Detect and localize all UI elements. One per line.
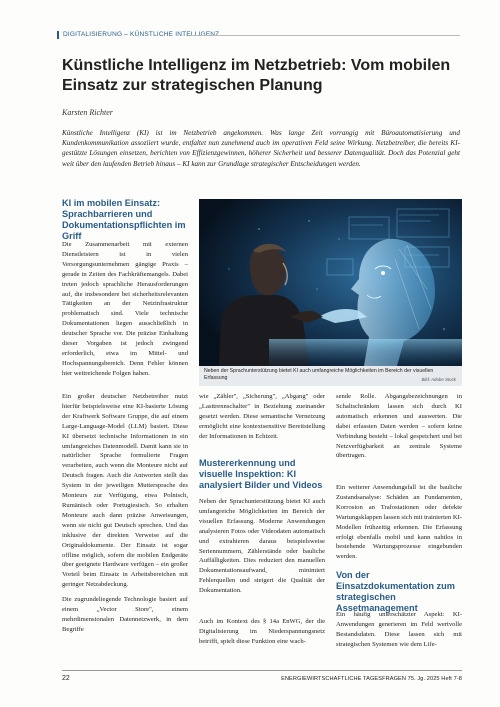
section-tag: DIGITALISIERUNG – KÜNSTLICHE INTELLIGENZ	[57, 31, 219, 39]
section-heading-mobile: KI im mobilen Einsatz: Sprachbarrieren und Dokumentationspflichten im Griff	[62, 198, 186, 241]
footer-divider	[62, 670, 462, 671]
section-heading-pattern-recognition: Mustererkennung und visuelle Inspektion: KI analysiert Bilder und Videos	[199, 458, 323, 490]
body-paragraph: Auch im Kontext des § 14a EnWG, der die Digitalisierung im Niederspannungsnetz betrifft, spielt diese Funktion eine wach-	[199, 618, 325, 645]
article-title: Künstliche Intelligenz im Netzbetrieb: Vom mobilen Einsatz zur strategischen Planung	[62, 57, 451, 94]
body-paragraph: Die zugrundeliegende Technologie basiert auf einem „Vector Store", einem mehrdimensionalen Datennetzwerk, in dem Begriffe	[62, 596, 188, 633]
body-paragraph: Neben der Sprachunterstützung bietet KI auch umfangreiche Möglichkeiten im Bereich der visuellen Erfassung. Moderne Anwendungen analysieren Fotos oder Videodaten automatisch und extrahieren daraus beispielsweise Seriennummern, Zählerstände oder bauliche Auffälligkeiten. Dies reduziert den manuellen Dokumentationsaufwand, minimiert Fehlerquellen und steigert die Qualität der Dokumentation.	[199, 498, 325, 595]
body-paragraph: Ein häufig unterschätzter Aspekt: KI-Anwendungen generieren im Feld wertvolle Bestandsdaten. Diese lassen sich mit strategischen Systemen wie dem Life-	[336, 611, 462, 648]
glowing-desk	[269, 339, 462, 366]
figure-caption	[199, 366, 462, 386]
figure-credit: Bild: Adobe Stock	[421, 377, 456, 383]
figure-caption-text: Neben der Sprachunterstützung bietet KI auch umfangreiche Möglichkeiten im Bereich der visuellen Erfassung	[204, 368, 434, 381]
page-number: 22	[62, 675, 70, 682]
body-paragraph: Ein weiterer Anwendungsfall ist die bauliche Zustandsanalyse: Schäden an Fundamenten, Korrosion an Trafostationen oder defekte Wartungsklappen lassen sich mit trainierten KI-Modellen frühzeitig erkennen. Die Erfassung erfolgt ebenfalls mobil und kann nahtlos in bestehende Wartungsprozesse eingebunden werden.	[336, 484, 462, 561]
article-lead: Künstliche Intelligenz (KI) ist im Netzbetrieb angekommen. Was lange Zeit vorrangig mit Büroautomatisierung und Kundenkommunikation assoziiert wurde, entfaltet nun zunehmend auch im operativen Feld seine Wirkung. Netzbetreiber, die bereits KI-gestützte Lösungen einsetzen, berichten von Effizienzgewinnen, höherer Sicherheit und besserer Datenqualität. Doch das Potenzial geht weit über den laufenden Betrieb hinaus – KI kann zur Grundlage strategischer Entscheidungen werden.	[62, 129, 460, 168]
journal-info: ENERGIEWIRTSCHAFTLICHE TAGESFRAGEN 75. Jg. 2025 Heft 7-8	[281, 676, 462, 682]
section-divider	[190, 35, 460, 36]
body-paragraph: Ein großer deutscher Netzbetreiber nutzt hierfür beispielsweise eine KI-basierte Lösung der Kraftwerk Software Gruppe, die auf einem Large-Language-Model (LLM) basiert. Diese KI übersetzt technische Informationen in ein umfangreiches Datenmodell. Damit kann sie in natürlicher Sprache formulierte Fragen verarbeiten, auch wenn die Monteure nicht auf Deutsch fragen. Auch die Antworten stellt das System in der jeweiligen Muttersprache des Monteurs zur Verfügung, etwa Polnisch, Rumänisch oder Portugiesisch. So erhalten Monteure auch dann präzise Anweisungen, wenn sie nicht gut Deutsch sprechen. Und das inklusive der direkten Verweise auf die Originaldokumente. Der Einsatz ist sogar offline möglich, sofern die mobilen Endgeräte über geeignete Hardware verfügen – ein großer Vorteil beim Einsatz in Arbeitsbereichen mit geringer Netzabdeckung.	[62, 393, 188, 589]
article-figure	[199, 199, 462, 386]
article-author: Karsten Richter	[62, 108, 113, 117]
section-heading-asset-management: Von der Einsatzdokumentation zum strategischen Assetmanagement	[336, 570, 455, 613]
body-paragraph: Die Zusammenarbeit mit externen Dienstleistern ist in vielen Versorgungsunternehmen gängige Praxis – gerade in Zeiten des Fachkräftemangels. Dabei treten jedoch sprachliche Herausforderungen auf, die insbesondere bei sicherheitsrelevanten Tätigkeiten an der Netzinfrastruktur problematisch sind. Viele technische Dokumentationen liegen ausschließlich in deutscher Sprache vor. Die präzise Einhaltung dieser Vorgaben ist jedoch zwingend erforderlich, etwa im Mittel- und Hochspannungsbereich. Denn Fehler können hier weitreichende Folgen haben.	[62, 241, 188, 377]
figure-image	[199, 199, 462, 366]
body-paragraph: wie „Zähler", „Sicherung", „Abgang" oder „Lasttrennschalter" in Beziehung zueinander gesetzt werden. Diese semantische Vernetzung ermöglicht eine kontextsensitive Bereitstellung der Informationen in Echtzeit.	[199, 393, 325, 440]
body-paragraph: sende Rolle. Abgangsbezeichnungen in Schaltschränken lassen sich durch KI automatisch erkennen und auswerten. Die dabei erfassten Daten werden – sofern keine Verbindung besteht – lokal gespeichert und bei Netzverfügbarkeit an zentrale Systeme übertragen.	[336, 393, 462, 460]
